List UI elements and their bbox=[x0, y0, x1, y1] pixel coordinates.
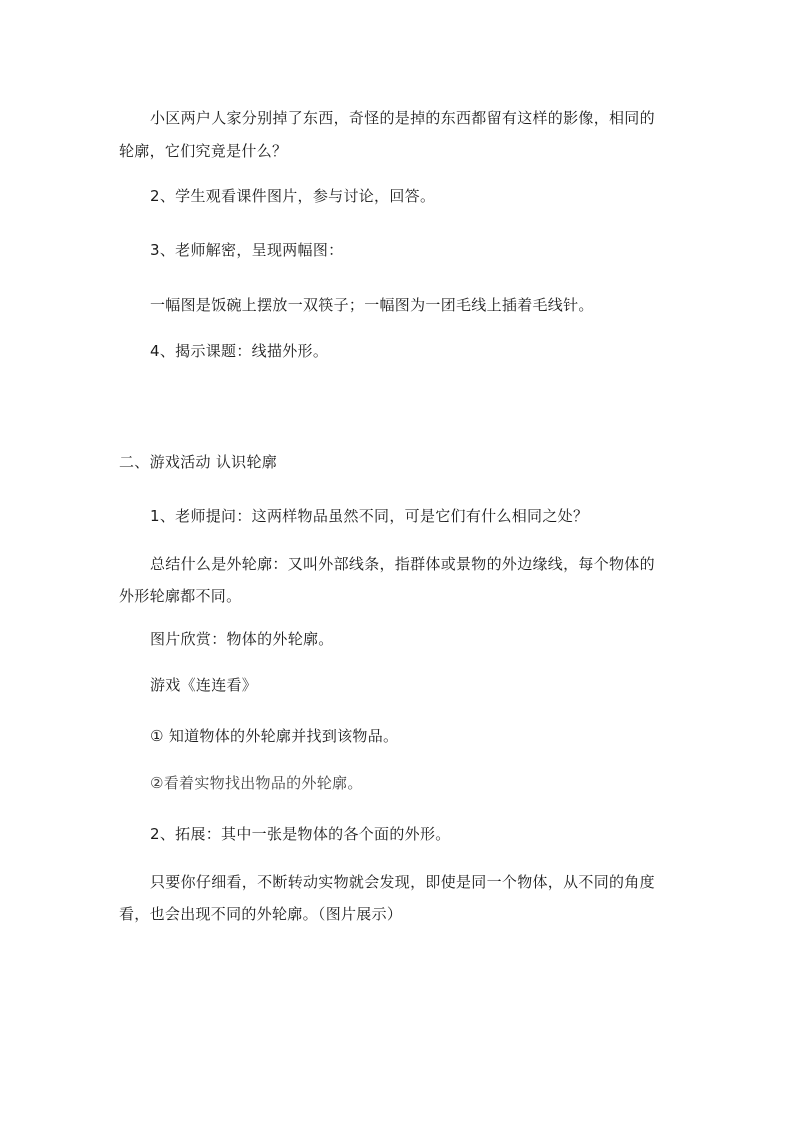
paragraph-intro-line-2: 轮廓，它们究竟是什么？ bbox=[119, 142, 288, 160]
extension-text: 2、拓展：其中一张是物体的各个面的外形。 bbox=[150, 825, 451, 843]
closing-line-2: 看，也会出现不同的外轮廓。（图片展示） bbox=[119, 905, 403, 923]
step-2-text: 2、学生观看课件图片，参与讨论，回答。 bbox=[150, 187, 436, 205]
game-item-1-text: ① 知道物体的外轮廓并找到该物品。 bbox=[150, 727, 399, 745]
teacher-question-text: 1、老师提问：这两样物品虽然不同，可是它们有什么相同之处？ bbox=[150, 507, 589, 525]
game-title-text: 游戏《连连看》 bbox=[150, 676, 258, 694]
image-description-text: 一幅图是饭碗上摆放一双筷子；一幅图为一团毛线上插着毛线针。 bbox=[150, 296, 594, 314]
summary-line-2: 外形轮廓都不同。 bbox=[119, 587, 242, 605]
section-heading: 二、游戏活动 认识轮廓 bbox=[119, 453, 278, 471]
step-4-text: 4、揭示课题：线描外形。 bbox=[150, 342, 329, 360]
paragraph-intro-line-1: 小区两户人家分别掉了东西，奇怪的是掉的东西都留有这样的影像，相同的 bbox=[150, 109, 655, 127]
image-appreciation-text: 图片欣赏：物体的外轮廓。 bbox=[150, 630, 334, 648]
closing-line-1: 只要你仔细看，不断转动实物就会发现，即使是同一个物体，从不同的角度 bbox=[150, 873, 655, 891]
step-3-text: 3、老师解密，呈现两幅图： bbox=[150, 241, 344, 259]
game-item-2-text: ②看着实物找出物品的外轮廓。 bbox=[150, 774, 363, 792]
summary-line-1: 总结什么是外轮廓：又叫外部线条，指群体或景物的外边缘线，每个物体的 bbox=[150, 555, 655, 573]
